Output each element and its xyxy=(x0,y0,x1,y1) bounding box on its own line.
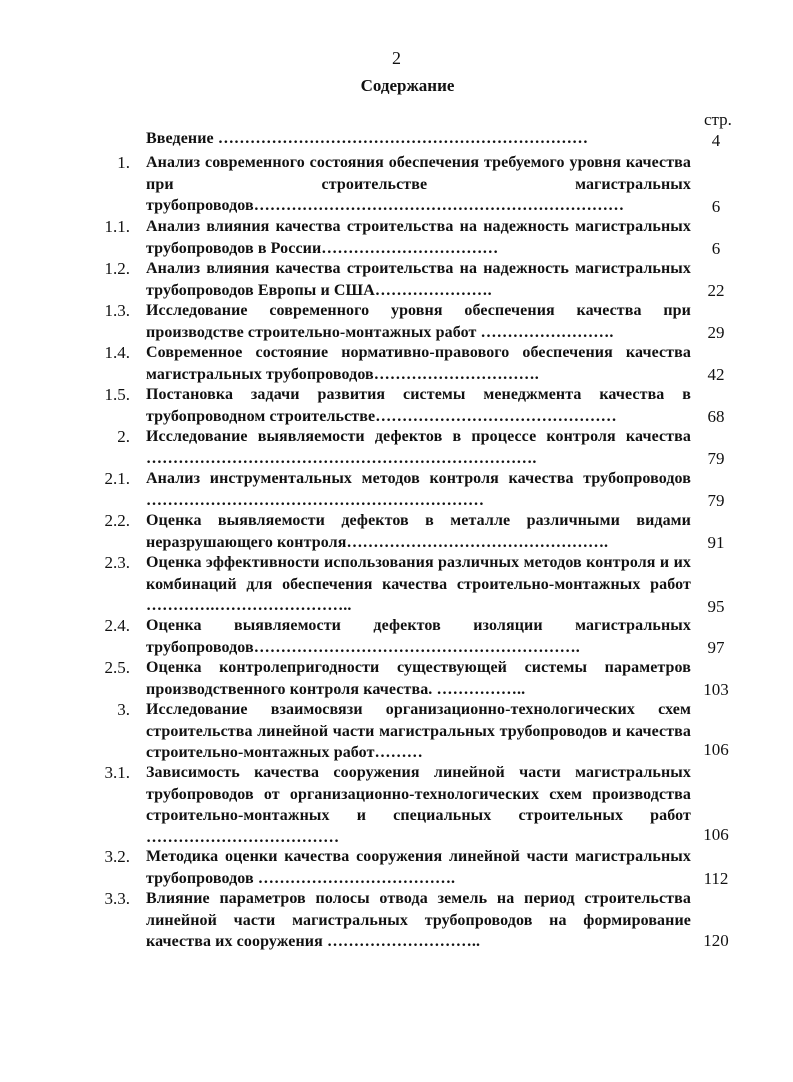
toc-entry-3-3 xyxy=(96,888,736,948)
toc-entry-title: Анализ современного состояния обеспечения требуемого уровня качества при строительстве магистральных трубопроводов…………………………………………………………… xyxy=(146,154,691,214)
toc-entry-title: Анализ влияния качества строительства на надежность магистральных трубопроводов в России…………………………… xyxy=(146,218,691,257)
toc-entry-title: Оценка выявляемости дефектов в металле различными видами неразрушающего контроля…………………………………………. xyxy=(146,512,691,551)
toc-entry-page: 4 xyxy=(711,131,721,150)
toc-entry-number: 1.3. xyxy=(104,301,130,320)
toc-entry-number: 2.4. xyxy=(104,616,130,635)
toc-entry-title: Анализ влияния качества строительства на надежность магистральных трубопроводов Европы и США…………………. xyxy=(146,260,691,299)
toc-entry-page: 29 xyxy=(707,323,725,342)
toc-entry-title: Методика оценки качества сооружения линейной части магистральных трубопроводов ………………………………. xyxy=(146,848,691,887)
toc-entry-page: 97 xyxy=(707,638,725,657)
toc-entry-number: 2.2. xyxy=(104,511,130,530)
toc-entry-title: Постановка задачи развития системы менеджмента качества в трубопроводном строительстве……………………………………… xyxy=(146,386,691,425)
toc-entry-page: 79 xyxy=(707,449,725,468)
toc-entry-3-1 xyxy=(96,762,736,846)
page-column-label: стр. xyxy=(704,110,732,129)
toc-entry-1 xyxy=(96,152,736,216)
toc-entry-number: 3.3. xyxy=(104,889,130,908)
toc-entry-number: 1.1. xyxy=(104,217,130,236)
toc-entry-page: 79 xyxy=(707,491,725,510)
toc-entry-title: Исследование взаимосвязи организационно-технологических схем строительства линейной части магистральных трубопроводов и качества строительно-монтажных работ……… xyxy=(146,701,691,761)
toc-entry-number: 2. xyxy=(117,427,130,446)
toc-entry-page: 42 xyxy=(707,365,725,384)
toc-entry-number: 1. xyxy=(117,153,130,172)
toc-entry-number: 3. xyxy=(117,700,130,719)
toc-entry-page: 68 xyxy=(707,407,725,426)
toc-entry-3 xyxy=(96,699,736,759)
toc-entry-page: 91 xyxy=(707,533,725,552)
toc-entry-page: 120 xyxy=(703,931,729,950)
toc-entry-2-3 xyxy=(96,552,736,616)
toc-entry-title: Исследование выявляемости дефектов в процессе контроля качества ………………………………………………………………. xyxy=(146,428,691,467)
toc-entry-number: 2.5. xyxy=(104,658,130,677)
toc-entry-number: 1.5. xyxy=(104,385,130,404)
toc-entry-title: Оценка контролепригодности существующей системы параметров производственного контроля качества. …………….. xyxy=(146,659,691,698)
toc-entry-title: Оценка эффективности использования различных методов контроля и их комбинаций для обеспечения качества строительно-монтажных работ ………….…………………….. xyxy=(146,554,691,614)
toc-entry-page: 95 xyxy=(707,597,725,616)
toc-entry-title: Исследование современного уровня обеспечения качества при производстве строительно-монтажных работ ……………………. xyxy=(146,302,691,341)
toc-entry-page: 103 xyxy=(703,680,729,699)
toc-entry-page: 106 xyxy=(703,740,729,759)
toc-entry-number: 1.2. xyxy=(104,259,130,278)
toc-title: Содержание xyxy=(360,76,455,95)
toc-entry-number: 2.3. xyxy=(104,553,130,572)
toc-entry-number: 3.1. xyxy=(104,763,130,782)
toc-entry-page: 22 xyxy=(707,281,725,300)
toc-entry-title: Введение …………………………………………………………… xyxy=(146,130,589,147)
toc-entry-page: 112 xyxy=(703,869,729,888)
toc-entry-page: 6 xyxy=(711,239,721,258)
toc-entry-title: Оценка выявляемости дефектов изоляции магистральных трубопроводов……………………………………………………. xyxy=(146,617,691,656)
toc-entry-page: 106 xyxy=(703,825,729,844)
toc-entry-title: Зависимость качества сооружения линейной части магистральных трубопроводов от организационно-технологических схем производства строительно-монтажных и специальных строительных работ ……………………………… xyxy=(146,764,691,846)
toc-entry-number: 3.2. xyxy=(104,847,130,866)
toc-entry-title: Современное состояние нормативно-правового обеспечения качества магистральных трубопроводов…………………………. xyxy=(146,344,691,383)
page-number: 2 xyxy=(392,48,401,68)
toc-entry-title: Анализ инструментальных методов контроля качества трубопроводов ……………………………………………………… xyxy=(146,470,691,509)
toc-entry-title: Влияние параметров полосы отвода земель на период строительства линейной части магистральных трубопроводов на формирование качества их сооружения ……………………….. xyxy=(146,890,691,950)
toc-entry-number: 1.4. xyxy=(104,343,130,362)
toc-entry-number: 2.1. xyxy=(104,469,130,488)
toc-entry-page: 6 xyxy=(711,197,721,216)
